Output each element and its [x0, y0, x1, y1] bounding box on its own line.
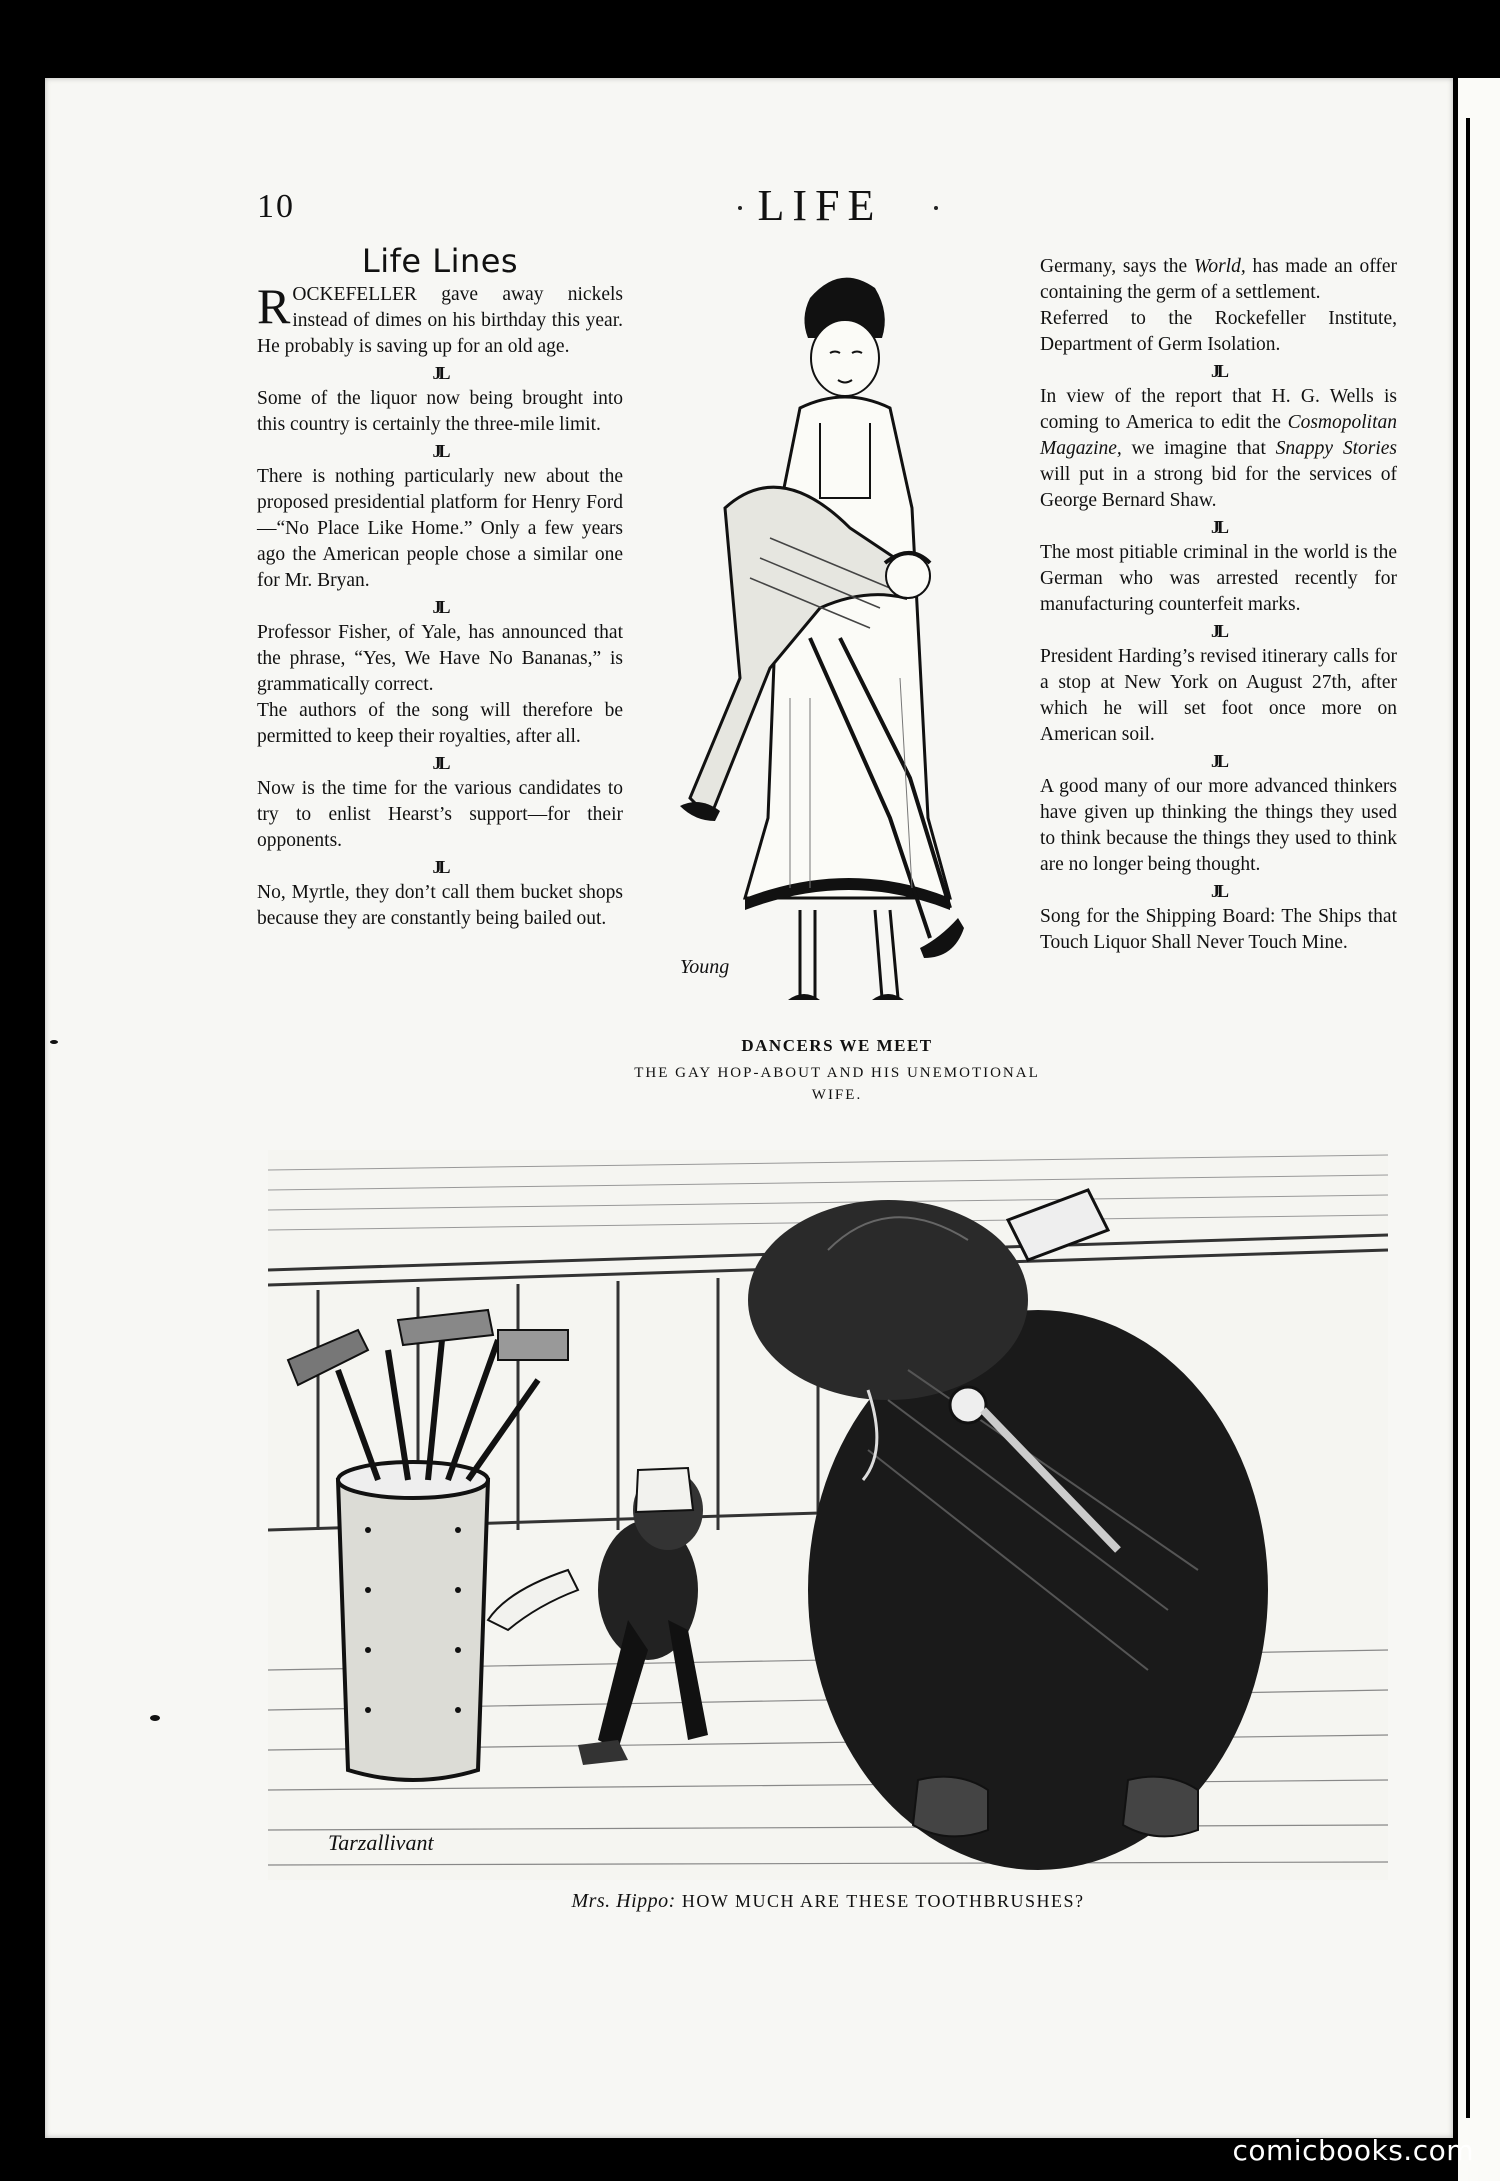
- paragraph-rockefeller: ROCKEFELLER gave away nickels instead of dimes on his birthday this year. He probably is saving up for an old age.: [257, 278, 623, 357]
- paragraph-germ-isolation: Referred to the Rockefeller Institute, Department of Germ Isolation.: [1040, 308, 1397, 355]
- paragraph-harding: President Harding’s revised itinerary calls for a stop at New York on August 27th, after which he will set foot once more on American soil.: [1040, 646, 1397, 745]
- separator: JL: [432, 441, 448, 461]
- separator: JL: [432, 857, 448, 877]
- hippo-cartoon: [268, 1150, 1388, 1880]
- section-title: Life Lines: [361, 242, 519, 280]
- paragraph-shipping-board: Song for the Shipping Board: The Ships that Touch Liquor Shall Never Touch Mine.: [1040, 906, 1397, 953]
- separator: JL: [432, 597, 448, 617]
- separator: JL: [1210, 621, 1226, 641]
- dancers-illustration: [650, 258, 1020, 1028]
- illustration-caption-subtitle: THE GAY HOP-ABOUT AND HIS UNEMOTIONAL WIFE.: [634, 1065, 1040, 1103]
- facing-page-edge: [1455, 78, 1500, 2181]
- paragraph-royalties: The authors of the song will therefore be permitted to keep their royalties, after all.: [257, 700, 623, 747]
- scan-border-top: [0, 0, 1500, 70]
- cartoon-caption-text: HOW MUCH ARE THESE TOOTHBRUSHES?: [681, 1891, 1085, 1911]
- dropcap: R: [257, 278, 291, 334]
- scan-speck: [50, 1040, 58, 1044]
- hippo-cartoon-drawing: [268, 1150, 1388, 1880]
- separator: JL: [432, 753, 448, 773]
- illustration-signature: Young: [680, 956, 730, 978]
- paragraph-liquor: Some of the liquor now being brought into this country is certainly the three-mile limit.: [257, 388, 623, 435]
- separator: JL: [1210, 751, 1226, 771]
- paragraph-thinkers: A good many of our more advanced thinkers have given up thinking the things they used to think because the things they used to think are no longer being thought.: [1040, 776, 1397, 875]
- illustration-caption-title: DANCERS WE MEET: [741, 1036, 933, 1055]
- scan-speck: [150, 1715, 160, 1721]
- separator: JL: [1210, 361, 1226, 381]
- paragraph-ford: There is nothing particularly new about the proposed presidential platform for Henry Ford—“No Place Like Home.” Only a few years ago the American people chose a similar one for Mr. Bryan.: [257, 466, 623, 591]
- separator: JL: [1210, 517, 1226, 537]
- dancers-drawing: [650, 258, 1020, 1028]
- page-number: 10: [257, 188, 295, 225]
- separator: JL: [432, 363, 448, 383]
- right-column: [1040, 254, 1397, 956]
- watermark: comicbooks.com: [1232, 2134, 1474, 2167]
- masthead-dot-right: [934, 206, 938, 210]
- left-column: [257, 242, 623, 932]
- paragraph-myrtle: No, Myrtle, they don’t call them bucket shops because they are constantly being bailed out.: [257, 882, 623, 929]
- paragraph-hearst: Now is the time for the various candidates to try to enlist Hearst’s support—for their opponents.: [257, 778, 623, 851]
- paragraph-wells: In view of the report that H. G. Wells is coming to America to edit the Cosmopolitan Magazine, we imagine that Snappy Stories will put in a strong bid for the services of George Bernard Shaw.: [1040, 386, 1397, 511]
- paragraph-criminal: The most pitiable criminal in the world is the German who was arrested recently for manufacturing counterfeit marks.: [1040, 542, 1397, 615]
- paragraph-germany: Germany, says the World, has made an offer containing the germ of a settlement.: [1040, 256, 1397, 303]
- cartoon-signature: Tarzallivant: [328, 1830, 434, 1855]
- masthead: LIFE: [757, 181, 883, 230]
- cartoon-caption-speaker: Mrs. Hippo:: [571, 1890, 676, 1912]
- separator: JL: [1210, 881, 1226, 901]
- paragraph-fisher: Professor Fisher, of Yale, has announced that the phrase, “Yes, We Have No Bananas,” is grammatically correct.: [257, 622, 623, 695]
- cartoon-caption: [268, 1890, 1388, 1913]
